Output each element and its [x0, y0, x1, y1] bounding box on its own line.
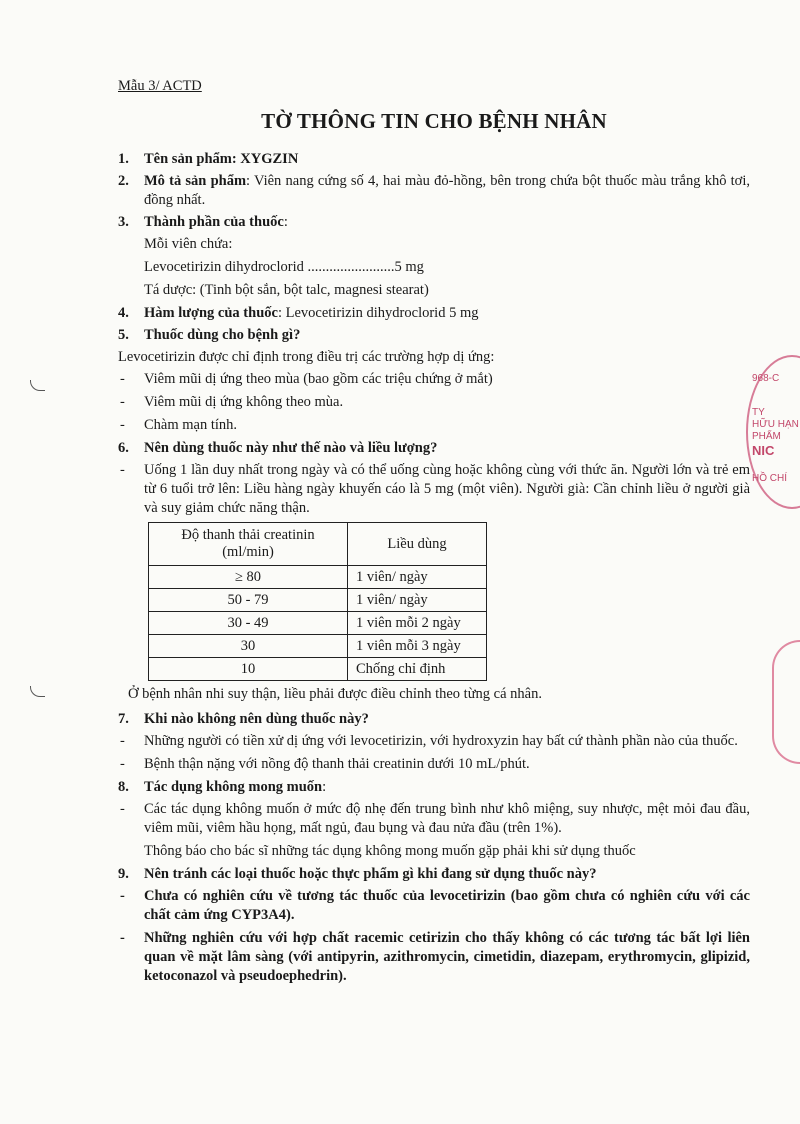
punch-mark-top	[30, 380, 45, 391]
section-4: 4. Hàm lượng của thuốc: Levocetirizin dihydroclorid 5 mg	[118, 305, 479, 321]
list-item: - Bệnh thận nặng với nồng độ thanh thải creatinin dưới 10 mL/phút.	[118, 755, 750, 774]
table-row	[149, 566, 487, 589]
section-3: 3. Thành phần của thuốc:	[118, 214, 288, 230]
composition-line: Tá dược: (Tinh bột sắn, bột talc, magnesi stearat)	[144, 282, 429, 298]
list-item: - Chưa có nghiên cứu về tương tác thuốc của levocetirizin (bao gồm chưa có nghiên cứu với các chất cảm ứng CYP3A4).	[118, 887, 750, 925]
table-row	[149, 635, 487, 658]
section-2-text: : Viên nang cứng số 4, hai màu đỏ-hồng, bên trong chứa bột thuốc màu trắng khô tơi, đồng nhất.	[144, 173, 750, 208]
table-cell: 30	[149, 635, 348, 658]
list-item: - Chàm mạn tính.	[118, 416, 750, 435]
section-2: 2. Mô tả sản phẩm: Viên nang cứng số 4, hai màu đỏ-hồng, bên trong chứa bột thuốc màu trắng khô tơi, đồng nhất.	[118, 173, 750, 208]
list-item: - Viêm mũi dị ứng theo mùa (bao gồm các triệu chứng ở mắt)	[118, 370, 750, 389]
section-8-note: Thông báo cho bác sĩ những tác dụng không mong muốn gặp phải khi sử dụng thuốc	[144, 843, 636, 859]
list-item: - Những nghiên cứu với hợp chất racemic cetirizin cho thấy không có các tương tác bất lợi liên quan về mặt lâm sàng (với antipyrin, azithromycin, cimetidin, diazepam, erythromycin, glipizid, ketoconazol và pseudoephedrin).	[118, 929, 750, 986]
table-cell: 30 - 49	[149, 612, 348, 635]
section-9-label: Nên tránh các loại thuốc hoặc thực phẩm gì khi đang sử dụng thuốc này?	[144, 866, 597, 882]
table-cell: ≥ 80	[149, 566, 348, 589]
section-6-label: Nên dùng thuốc này như thế nào và liều lượng?	[144, 440, 438, 456]
table-header-cell: Độ thanh thải creatinin (ml/min)	[149, 523, 348, 566]
document-page	[118, 78, 750, 990]
stamp-line: 968-C	[752, 373, 780, 384]
section-1-label: Tên sản phẩm: XYGZIN	[144, 151, 299, 167]
stamp-line: HỮU HẠN	[752, 419, 799, 430]
table-row	[149, 612, 487, 635]
table-cell: 50 - 79	[149, 589, 348, 612]
stamp-edge	[772, 640, 800, 764]
table-header-row	[149, 523, 487, 566]
stamp-line: NIC	[752, 443, 775, 458]
dosage-table	[148, 522, 487, 681]
section-8: 8. Tác dụng không mong muốn:	[118, 779, 327, 795]
section-7: 7. Khi nào không nên dùng thuốc này?	[118, 711, 369, 727]
section-8-label: Tác dụng không mong muốn	[144, 779, 323, 795]
section-4-label: Hàm lượng của thuốc	[144, 305, 278, 321]
section-5-label: Thuốc dùng cho bệnh gì?	[144, 327, 301, 343]
section-2-label: Mô tả sản phẩm	[144, 173, 247, 189]
list-item: - Các tác dụng không muốn ở mức độ nhẹ đến trung bình như khô miệng, suy nhược, mệt mỏi đau đầu, viêm mũi, viêm hầu họng, mất ngủ, đau bụng và đau nửa đầu (trên 1%).	[118, 800, 750, 838]
table-cell: Chống chỉ định	[348, 658, 487, 681]
section-5-intro: Levocetirizin được chỉ định trong điều trị các trường hợp dị ứng:	[118, 349, 495, 365]
page-title: TỜ THÔNG TIN CHO BỆNH NHÂN	[261, 109, 607, 133]
composition-line: Mỗi viên chứa:	[144, 236, 233, 252]
list-item: - Viêm mũi dị ứng không theo mùa.	[118, 393, 750, 412]
section-7-label: Khi nào không nên dùng thuốc này?	[144, 711, 369, 727]
section-1: 1. Tên sản phẩm: XYGZIN	[118, 151, 299, 167]
table-row	[149, 658, 487, 681]
list-item: - Những người có tiền xử dị ứng với levocetirizin, với hydroxyzin hay bất cứ thành phần nào của thuốc.	[118, 732, 750, 751]
stamp-line: PHẨM	[752, 431, 781, 442]
stamp-line: HỒ CHÍ	[752, 473, 787, 484]
section-9: 9. Nên tránh các loại thuốc hoặc thực phẩm gì khi đang sử dụng thuốc này?	[118, 866, 597, 882]
pediatric-note: Ở bệnh nhân nhi suy thận, liều phải được điều chỉnh theo từng cá nhân.	[128, 686, 542, 702]
table-cell: 1 viên mỗi 3 ngày	[348, 635, 487, 658]
table-header-cell: Liều dùng	[348, 523, 487, 566]
list-item: - Uống 1 lần duy nhất trong ngày và có thể uống cùng hoặc không cùng với thức ăn. Người lớn và trẻ em từ 6 tuổi trở lên: Liều hàng ngày khuyến cáo là 5 mg (một viên). Người già: Cần chỉnh liều ở người già và suy giảm chức năng thận.	[118, 461, 750, 518]
punch-mark-bottom	[30, 686, 45, 697]
stamp-line: TY	[752, 407, 765, 418]
table-row	[149, 589, 487, 612]
table-cell: 1 viên mỗi 2 ngày	[348, 612, 487, 635]
form-code: Mẫu 3/ ACTD	[118, 78, 202, 94]
table-cell: 1 viên/ ngày	[348, 589, 487, 612]
section-6: 6. Nên dùng thuốc này như thế nào và liều lượng?	[118, 440, 438, 456]
section-3-label: Thành phần của thuốc	[144, 214, 284, 230]
table-cell: 1 viên/ ngày	[348, 566, 487, 589]
table-cell: 10	[149, 658, 348, 681]
section-5: 5. Thuốc dùng cho bệnh gì?	[118, 327, 301, 343]
composition-line: Levocetirizin dihydroclorid ........................5 mg	[144, 259, 424, 275]
